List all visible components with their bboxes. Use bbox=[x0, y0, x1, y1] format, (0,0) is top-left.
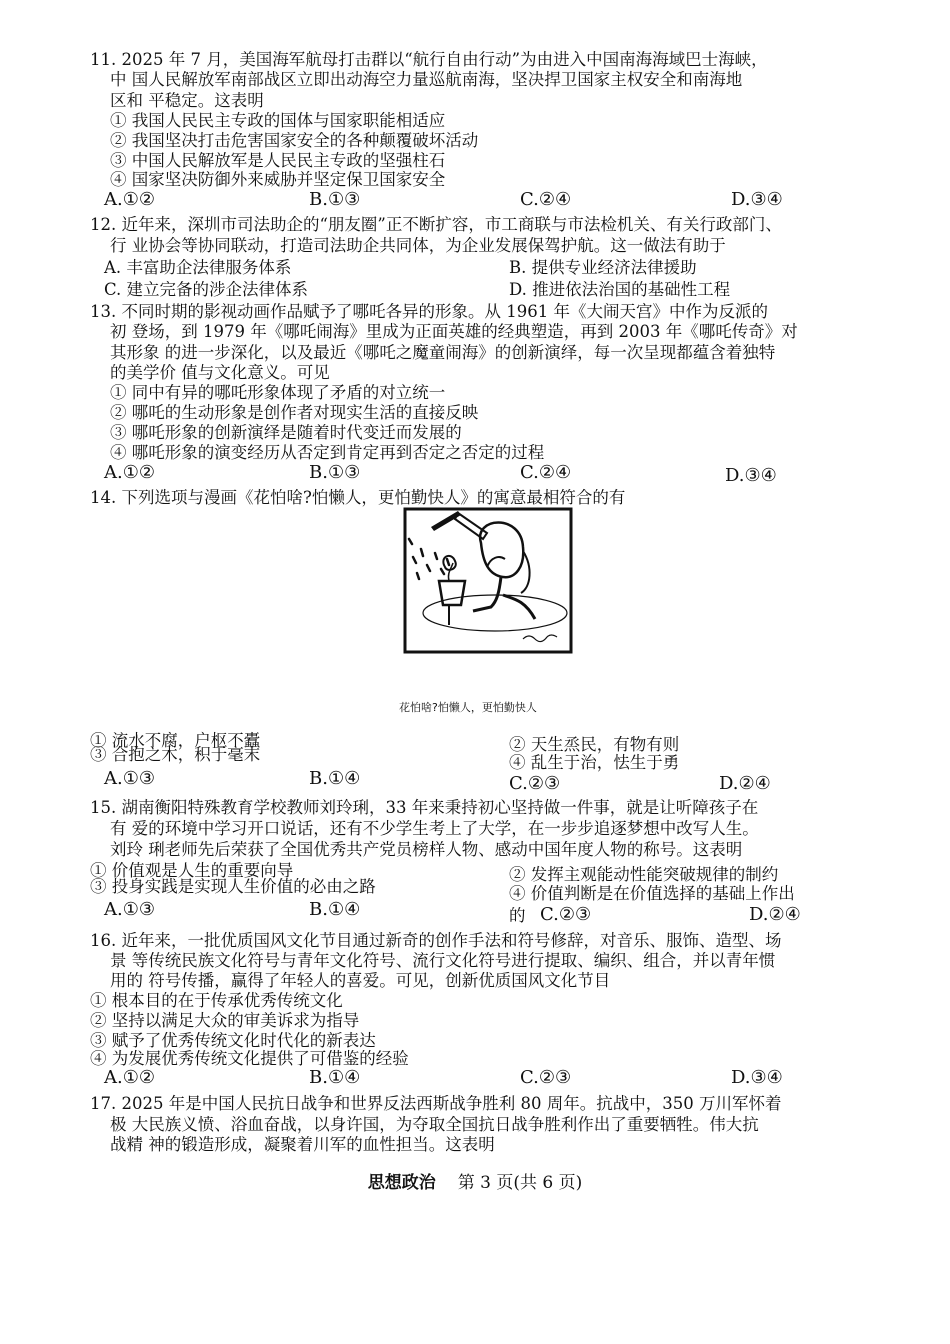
q15-option-b: B.①④ bbox=[309, 899, 361, 920]
q16-stem-line-2: 景 等传统民族文化符号与青年文化符号、流行文化符号进行提取、编织、组合，并以青年惯 bbox=[110, 951, 776, 970]
q15-item-4-cont: 的 bbox=[509, 906, 526, 925]
q11-item-4: ④ 国家坚决防御外来威胁并坚定保卫国家安全 bbox=[110, 170, 446, 189]
q15-item-2: ② 发挥主观能动性能突破规律的制约 bbox=[509, 865, 779, 884]
q15-item-1: ① 价值观是人生的重要向导 bbox=[90, 861, 294, 880]
q12-option-a: A. 丰富助企法律服务体系 bbox=[104, 258, 292, 277]
q12-stem-line-1: 12. 近年来，深圳市司法助企的“朋友圈”正不断扩容，市工商联与市法检机关、有关行政部门、 bbox=[90, 215, 782, 234]
q17-stem-line-2: 极 大民族义愤、浴血奋战，以身许国，为夺取全国抗日战争胜利作出了重要牺牲。伟大抗 bbox=[110, 1115, 759, 1134]
q11-item-2: ② 我国坚决打击危害国家安全的各种颠覆破坏活动 bbox=[110, 131, 479, 150]
q14-item-3: ③ 合抱之木，积于毫末 bbox=[90, 745, 261, 764]
cartoon-caption: 花怕啥?怕懒人，更怕勤快人 bbox=[399, 701, 537, 714]
q17-stem-line-1: 17. 2025 年是中国人民抗日战争和世界反法西斯战争胜利 80 周年。抗战中，350 万川军怀着 bbox=[90, 1094, 782, 1113]
q14-option-a: A.①③ bbox=[104, 768, 155, 789]
q15-item-3: ③ 投身实践是实现人生价值的必由之路 bbox=[90, 877, 376, 896]
q13-item-1: ① 同中有异的哪吒形象体现了矛盾的对立统一 bbox=[110, 383, 446, 402]
q13-stem-line-3: 其形象 的进一步深化，以及最近《哪吒之魔童闹海》的创新演绎，每一次呈现都蕴含着独特 bbox=[110, 343, 776, 362]
q13-stem-line-2: 初 登场，到 1979 年《哪吒闹海》里成为正面英雄的经典塑造，再到 2003 年《哪吒传奇》对 bbox=[110, 322, 798, 341]
q11-option-d: D.③④ bbox=[731, 189, 783, 210]
cartoon-watering-flower bbox=[403, 507, 573, 654]
q12-option-c: C. 建立完备的涉企法律体系 bbox=[104, 280, 309, 299]
q12-option-d: D. 推进依法治国的基础性工程 bbox=[509, 280, 731, 299]
q16-item-1: ① 根本目的在于传承优秀传统文化 bbox=[90, 991, 343, 1010]
q11-item-1: ① 我国人民民主专政的国体与国家职能相适应 bbox=[110, 111, 446, 130]
q13-item-4: ④ 哪吒形象的演变经历从否定到肯定再到否定之否定的过程 bbox=[110, 443, 545, 462]
q11-stem-line-1: 11. 2025 年 7 月，美国海军航母打击群以“航行自由行动”为由进入中国南海海域巴士海峡， bbox=[90, 50, 768, 69]
q13-stem-line-4: 的美学价 值与文化意义。可见 bbox=[110, 363, 330, 382]
q12-stem-line-2: 行 业协会等协同联动，打造司法助企共同体，为企业发展保驾护航。这一做法有助于 bbox=[110, 236, 726, 255]
q13-item-3: ③ 哪吒形象的创新演绎是随着时代变迁而发展的 bbox=[110, 423, 462, 442]
q14-option-c: C.②③ bbox=[509, 773, 561, 794]
q16-item-2: ② 坚持以满足大众的审美诉求为指导 bbox=[90, 1011, 360, 1030]
q14-option-d: D.②④ bbox=[719, 773, 771, 794]
q11-option-a: A.①② bbox=[104, 189, 155, 210]
q14-item-1: ① 流水不腐，户枢不蠹 bbox=[90, 731, 261, 750]
q16-stem-line-1: 16. 近年来，一批优质国风文化节目通过新奇的创作手法和符号修辞，对音乐、服饰、造型、场 bbox=[90, 931, 782, 950]
q12-option-b: B. 提供专业经济法律援助 bbox=[509, 258, 697, 277]
footer-page-number: 第 3 页(共 6 页) bbox=[457, 1173, 583, 1193]
q16-stem-line-3: 用的 符号传播，赢得了年轻人的喜爱。可见，创新优质国风文化节目 bbox=[110, 971, 611, 990]
q14-item-4: ④ 乱生于治，怯生于勇 bbox=[509, 753, 680, 772]
q13-option-c: C.②④ bbox=[520, 462, 572, 483]
q15-stem-line-2: 有 爱的环境中学习开口说话，还有不少学生考上了大学，在一步步追逐梦想中改写人生。 bbox=[110, 819, 759, 838]
q13-item-2: ② 哪吒的生动形象是创作者对现实生活的直接反映 bbox=[110, 403, 479, 422]
q13-option-d: D.③④ bbox=[725, 465, 777, 486]
q13-stem-line-1: 13. 不同时期的影视动画作品赋予了哪吒各异的形象。从 1961 年《大闹天宫》中作为反派的 bbox=[90, 302, 768, 321]
q14-stem-line-1: 14. 下列选项与漫画《花怕啥?怕懒人，更怕勤快人》的寓意最相符合的有 bbox=[90, 488, 626, 507]
q16-option-d: D.③④ bbox=[731, 1067, 783, 1088]
q13-option-b: B.①③ bbox=[309, 462, 361, 483]
q11-item-3: ③ 中国人民解放军是人民民主专政的坚强柱石 bbox=[110, 151, 446, 170]
q11-option-c: C.②④ bbox=[520, 189, 572, 210]
q11-option-b: B.①③ bbox=[309, 189, 361, 210]
q15-item-4: ④ 价值判断是在价值选择的基础上作出 bbox=[509, 884, 795, 903]
q14-item-2: ② 天生烝民，有物有则 bbox=[509, 735, 680, 754]
q13-option-a: A.①② bbox=[104, 462, 155, 483]
page-footer bbox=[0, 1168, 950, 1193]
q16-option-c: C.②③ bbox=[520, 1067, 572, 1088]
q15-stem-line-1: 15. 湖南衡阳特殊教育学校教师刘玲琍，33 年来秉持初心坚持做一件事，就是让听障孩子在 bbox=[90, 798, 759, 817]
q15-option-c: C.②③ bbox=[540, 904, 592, 925]
q16-option-b: B.①④ bbox=[309, 1067, 361, 1088]
q15-option-a: A.①③ bbox=[104, 899, 155, 920]
q17-stem-line-3: 战精 神的锻造形成，凝聚着川军的血性担当。这表明 bbox=[110, 1135, 495, 1154]
q16-option-a: A.①② bbox=[104, 1067, 155, 1088]
q11-stem-line-2: 中 国人民解放军南部战区立即出动海空力量巡航南海，坚决捍卫国家主权安全和南海地 bbox=[110, 70, 743, 89]
q16-item-3: ③ 赋予了优秀传统文化时代化的新表达 bbox=[90, 1031, 376, 1050]
q15-option-d: D.②④ bbox=[749, 904, 801, 925]
q15-stem-line-3: 刘玲 琍老师先后荣获了全国优秀共产党员榜样人物、感动中国年度人物的称号。这表明 bbox=[110, 840, 743, 859]
q16-item-4: ④ 为发展优秀传统文化提供了可借鉴的经验 bbox=[90, 1049, 409, 1068]
q11-stem-line-3: 区和 平稳定。这表明 bbox=[110, 91, 264, 110]
q14-option-b: B.①④ bbox=[309, 768, 361, 789]
footer-subject: 思想政治 bbox=[367, 1173, 436, 1193]
